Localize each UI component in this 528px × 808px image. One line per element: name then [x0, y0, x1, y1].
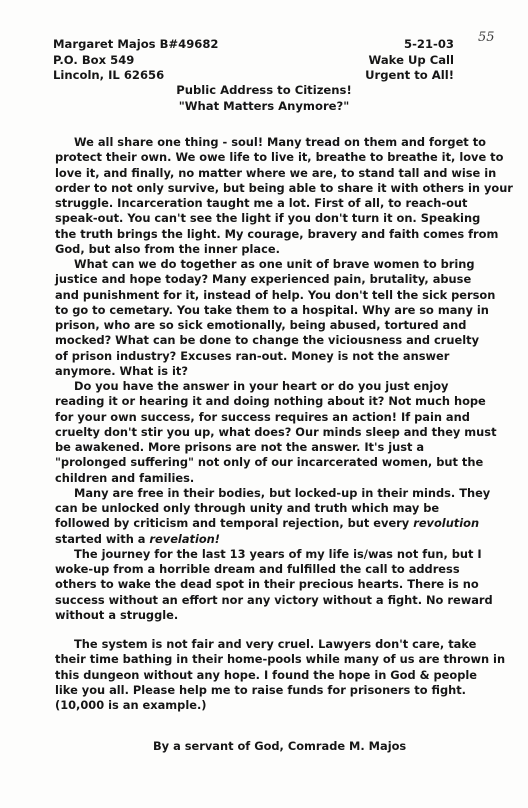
body-line: prison, who are so sick emotionally, being abused, tortured and — [55, 318, 467, 332]
body-line: anymore. What is it? — [55, 363, 188, 378]
handwritten-page-number: 55 — [478, 30, 495, 45]
title-line-2: "What Matters Anymore?" — [178, 98, 350, 113]
body-line: mocked? What can be done to change the viciousness and cruelty — [55, 333, 480, 348]
body-line: love it, and finally, no matter where we are, to stand tall and wise in — [55, 165, 497, 180]
body-line: cruelty don't stir you up, what does? Our minds sleep and they must — [55, 424, 497, 439]
paragraph-gap — [55, 623, 513, 637]
body-line: order to not only survive, but being able to share it with others in your — [55, 180, 513, 195]
body-line: without a struggle. — [55, 607, 179, 622]
body-line: others to wake the dead spot in their precious hearts. There is no — [55, 577, 479, 592]
body-text: started with a — [55, 531, 150, 546]
body-line: this dungeon without any hope. I found the hope in God & people — [55, 667, 477, 682]
urgent-label: Urgent to All! — [365, 68, 454, 82]
body-line: The journey for the last 13 years of my life is/was not fun, but I — [74, 546, 482, 561]
body-line: to go to cemetary. You take them to a hospital. Why are so many in — [55, 302, 489, 317]
body-line: speak-out. You can't see the light if you don't turn it on. Speaking — [55, 211, 481, 226]
letter-body — [55, 135, 513, 713]
body-line: justice and hope today? Many experienced pain, brutality, abuse — [55, 272, 472, 287]
body-line: We all share one thing - soul! Many tread on them and forget to — [74, 135, 486, 149]
body-line: The system is not fair and very cruel. Lawyers don't care, take — [74, 637, 477, 651]
signature-line: By a servant of God, Comrade M. Majos — [153, 739, 407, 753]
emphasis-revolution: revolution — [413, 516, 480, 531]
body-line: God, but also from the inner place. — [55, 241, 280, 256]
sender-po-box: P.O. Box 549 — [53, 52, 135, 67]
body-line-with-emphasis — [55, 532, 513, 547]
body-line: like you all. Please help me to raise funds for prisoners to fight. — [55, 682, 466, 697]
title-line-1: Public Address to Citizens! — [176, 83, 352, 97]
sender-city: Lincoln, IL 62656 — [53, 68, 165, 82]
body-line: their time bathing in their home-pools while many of us are thrown in — [55, 652, 506, 667]
body-line: for your own success, for success requires an action! If pain and — [55, 409, 470, 424]
body-line: the truth brings the light. My courage, bravery and faith comes from — [55, 226, 499, 241]
body-line: Do you have the answer in your heart or do you just enjoy — [74, 379, 449, 393]
body-line: of prison industry? Excuses ran-out. Money is not the answer — [55, 348, 450, 363]
body-line-with-emphasis — [55, 516, 513, 531]
body-line: What can we do together as one unit of brave women to bring — [74, 257, 475, 271]
body-line: (10,000 is an example.) — [55, 698, 207, 712]
letter-date: 5-21-03 — [404, 37, 454, 51]
body-line: can be unlocked only through unity and truth which may be — [55, 501, 440, 515]
body-line: woke-up from a horrible dream and fulfilled the call to address — [55, 562, 460, 576]
sender-name: Margaret Majos B#49682 — [53, 37, 219, 51]
sender-address-block — [53, 37, 218, 84]
body-line: Many are free in their bodies, but locked-up in their minds. They — [74, 485, 491, 500]
body-line: "prolonged suffering" not only of our incarcerated women, but the — [55, 455, 484, 470]
date-block — [360, 37, 454, 84]
wake-up-call-label: Wake Up Call — [368, 52, 454, 67]
body-line: reading it or hearing it and doing nothing about it? Not much hope — [55, 394, 486, 409]
body-line: struggle. Incarceration taught me a lot. First of all, to reach-out — [55, 196, 468, 210]
body-line: children and families. — [55, 470, 195, 485]
body-line: success without an effort nor any victory without a fight. No reward — [55, 592, 493, 607]
letter-title — [0, 83, 528, 114]
body-text: followed by criticism and temporal rejection, but every — [55, 516, 414, 531]
body-line: protect their own. We owe life to live it, breathe to breathe it, love to — [55, 150, 504, 165]
body-line: be awakened. More prisons are not the answer. It's just a — [55, 440, 425, 454]
emphasis-revelation: revelation! — [149, 531, 220, 546]
body-line: and punishment for it, instead of help. You don't tell the sick person — [55, 287, 496, 302]
